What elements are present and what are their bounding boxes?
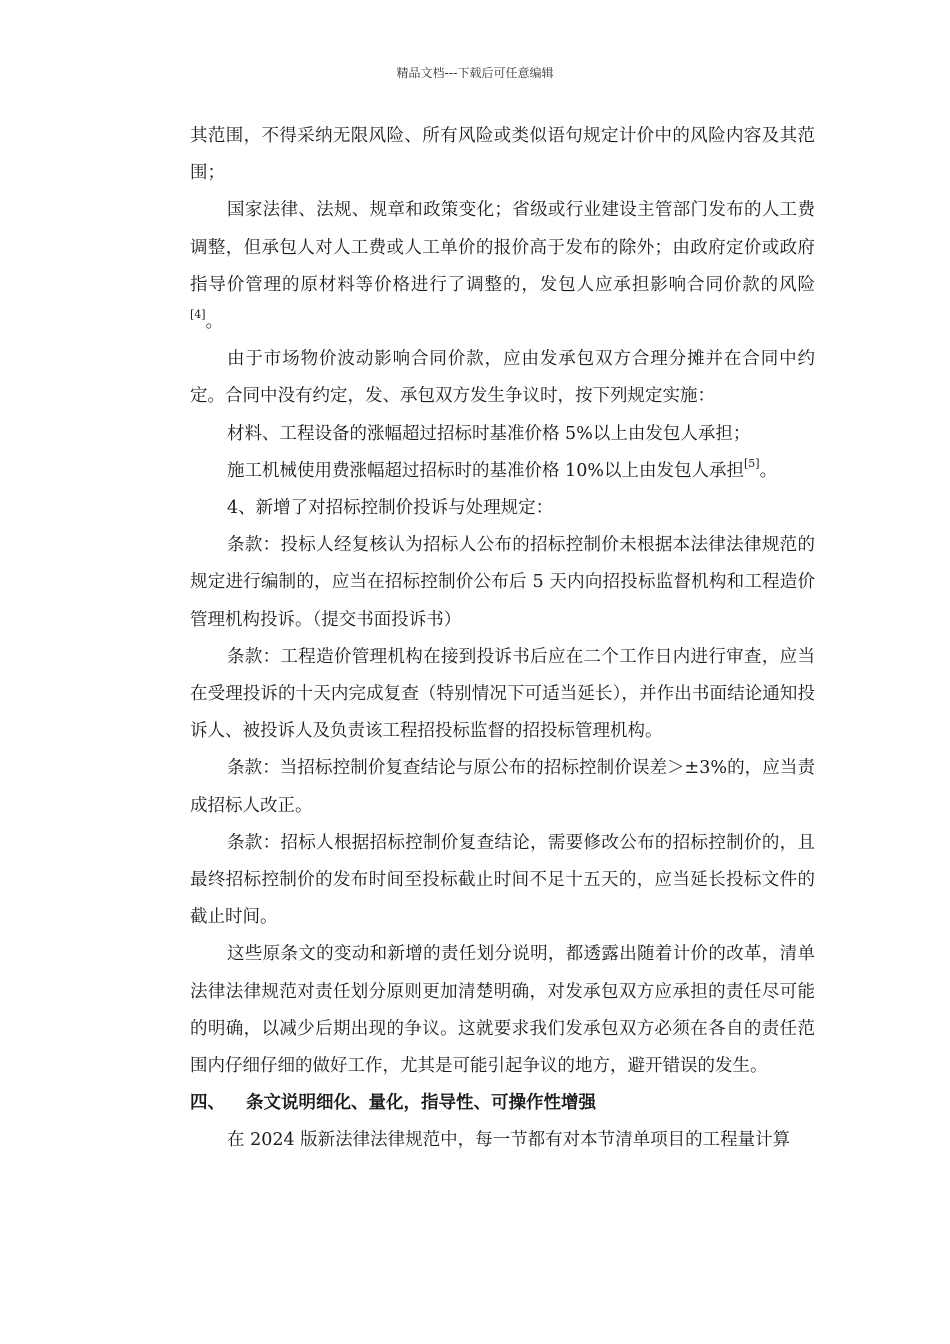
section-heading: [190, 1085, 815, 1122]
paragraph: 条款：投标人经复核认为招标人公布的招标控制价未根据本法律法律规范的规定进行编制的，应当在招标控制价公布后 5 天内向招投标监督机构和工程造价管理机构投诉。（提交书面投诉书）: [190, 535, 815, 630]
paragraph: 4、新增了对招标控制价投诉与处理规定：: [227, 498, 554, 519]
paragraph: 在 2024 版新法律法律规范中，每一节都有对本节清单项目的工程量计算: [227, 1130, 791, 1151]
paragraph: 由于市场物价波动影响合同价款，应由发承包双方合理分摊并在合同中约定。合同中没有约定，发、承包双方发生争议时，按下列规定实施：: [190, 349, 815, 407]
section-title: 条文说明细化、量化，指导性、可操作性增强: [246, 1093, 596, 1114]
paragraph: 条款：招标人根据招标控制价复查结论，需要修改公布的招标控制价的，且最终招标控制价的发布时间至投标截止时间不足十五天的，应当延长投标文件的截止时间。: [190, 832, 815, 928]
paragraph: 条款：工程造价管理机构在接到投诉书后应在二个工作日内进行审查，应当在受理投诉的十天内完成复查（特别情况下可适当延长），并作出书面结论通知投诉人、被投诉人及负责该工程招投标监督的招投标管理机构。: [190, 646, 815, 742]
document-body: [190, 118, 815, 1160]
page-header: 精品文档---下载后可任意编辑: [396, 66, 554, 80]
paragraph: 施工机械使用费涨幅超过招标时的基准价格 10%以上由发包人承担[5]。: [227, 456, 778, 481]
section-number: 四、: [190, 1093, 225, 1114]
citation-ref: [4]: [190, 308, 206, 322]
citation-ref: [5]: [743, 456, 760, 470]
paragraph: 这些原条文的变动和新增的责任划分说明，都透露出随着计价的改革，清单法律法律规范对责任划分原则更加清楚明确，对发承包双方应承担的责任尽可能的明确，以减少后期出现的争议。这就要求我们发承包双方必须在各自的责任范围内仔细仔细的做好工作，尤其是可能引起争议的地方，避开错误的发生。: [190, 944, 815, 1077]
paragraph: 其范围，不得采纳无限风险、所有风险或类似语句规定计价中的风险内容及其范围；: [190, 126, 815, 184]
paragraph: 国家法律、法规、规章和政策变化；省级或行业建设主管部门发布的人工费调整，但承包人对人工费或人工单价的报价高于发布的除外；由政府定价或政府指导价管理的原材料等价格进行了调整的，发包人应承担影响合同价款的风险[4]。: [190, 200, 815, 333]
paragraph: 材料、工程设备的涨幅超过招标时基准价格 5%以上由发包人承担；: [227, 423, 751, 444]
paragraph: 条款：当招标控制价复查结论与原公布的招标控制价误差＞±3%的，应当责成招标人改正。: [190, 758, 815, 816]
